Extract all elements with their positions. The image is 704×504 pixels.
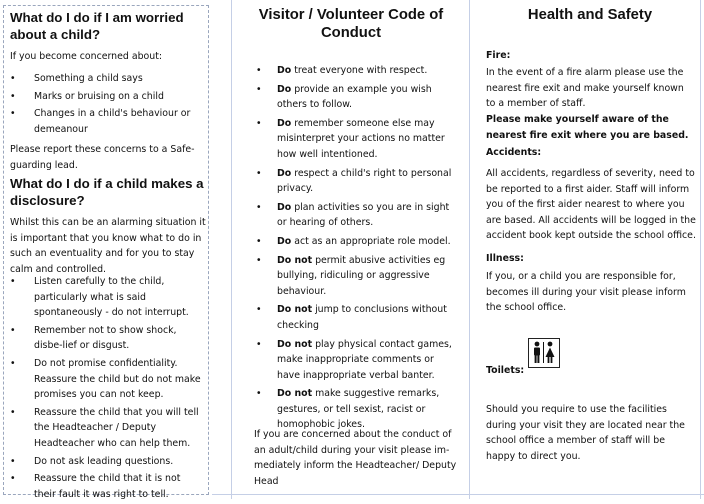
toilets-text: Should you require to use the facilities during your visit they are located near the school office a member of staff will be happy to direct you. — [486, 404, 685, 462]
conduct-item-lead: Do not — [277, 338, 313, 350]
concern-item: • Changes in a child's behaviour or demeanour — [10, 106, 204, 137]
concern-item: • Something a child says — [10, 71, 204, 87]
fire-exit-note: Please make yourself aware of the nearest fire exit where you are based. — [486, 114, 689, 141]
fire-label: Fire: — [486, 50, 511, 61]
disclosure-step: • Reassure the child that you will tell the Headteacher / Deputy Headteacher who can help them. — [10, 405, 204, 452]
disclosure-step: • Do not ask leading questions. — [10, 454, 204, 470]
conduct-item — [254, 302, 458, 333]
conduct-footer: If you are concerned about the conduct of an adult/child during your visit please im-mediately inform the Headteacher/ Deputy Head — [254, 429, 457, 487]
conduct-item-text: respect a child's right to personal privacy. — [277, 167, 452, 195]
conduct-item-lead: Do — [277, 235, 292, 247]
conduct-item-text: plan activities so you are in sight or hearing of others. — [277, 201, 450, 229]
accidents-label: Accidents: — [486, 147, 542, 158]
conduct-list — [254, 63, 458, 436]
conduct-item-text: play physical contact games, make inappropriate comments or have inappropriate verbal banter. — [277, 338, 452, 381]
conduct-item-text: act as an appropriate role model. — [291, 235, 451, 247]
disclosure-steps-list — [10, 274, 204, 504]
accidents-text: All accidents, regardless of severity, need to be reported to a first aider. Staff will inform you of the first aider nearest to where you are based. All accidents will be logged in the accident book kept outside the school office. — [486, 168, 696, 242]
fold-line-right — [469, 0, 470, 499]
illness-label: Illness: — [486, 253, 524, 264]
conduct-item — [254, 82, 458, 113]
conduct-item — [254, 253, 458, 300]
code-of-conduct-column — [238, 0, 464, 499]
conduct-item-text: jump to conclusions without checking — [277, 304, 447, 331]
conduct-item — [254, 166, 458, 197]
disclosure-step: • Remember not to show shock, disbe-lief or disgust. — [10, 323, 204, 354]
conduct-item — [254, 200, 458, 231]
worried-heading: What do I do if I am worried about a child? — [10, 10, 184, 42]
concern-intro: If you become concerned about: — [10, 51, 163, 62]
health-safety-column — [476, 0, 704, 499]
disclosure-paragraph: Whilst this can be an alarming situation it is important that you know what to do in such an eventuality and for you to stay calm and controlled. — [10, 217, 206, 275]
report-text: Please report these concerns to a Safe-guarding lead. — [10, 144, 195, 171]
disclosure-step: • Reassure the child that it is not their fault it was right to tell. — [10, 471, 204, 502]
concern-list — [10, 71, 204, 139]
fold-line-left — [231, 0, 232, 499]
conduct-item-lead: Do not — [277, 254, 313, 266]
disclosure-step: • Do not promise confidentiality. Reassure the child but do not make promises you can not keep. — [10, 356, 204, 403]
concern-item: • Marks or bruising on a child — [10, 89, 204, 105]
conduct-item-text: provide an example you wish others to follow. — [277, 83, 432, 111]
illness-text: If you, or a child you are responsible for, becomes ill during your visit please inform the school office. — [486, 271, 686, 314]
code-of-conduct-title: Visitor / Volunteer Code of Conduct — [258, 7, 444, 41]
conduct-item-lead: Do — [277, 65, 292, 76]
conduct-item — [254, 116, 458, 163]
toilets-icon — [528, 338, 560, 368]
conduct-item-lead: Do not — [277, 304, 313, 316]
conduct-item-text: remember someone else may misinterpret your actions no matter how well intentioned. — [277, 117, 445, 160]
conduct-item-lead: Do — [277, 201, 292, 213]
toilets-label: Toilets: — [486, 365, 525, 376]
conduct-item-lead: Do — [277, 83, 292, 95]
disclosure-step: • Listen carefully to the child, particularly what is said spontaneously - do not interrupt. — [10, 274, 204, 321]
conduct-item-text: make suggestive remarks, gestures, or tell sexist, racist or homophobic jokes. — [277, 388, 440, 431]
conduct-item-lead: Do not — [277, 388, 313, 400]
conduct-item — [254, 337, 458, 384]
conduct-item — [254, 63, 458, 79]
conduct-item-text: treat everyone with respect. — [291, 65, 428, 76]
child-concern-column — [0, 0, 213, 499]
conduct-item-lead: Do — [277, 117, 292, 129]
disclosure-heading: What do I do if a child makes a disclosure? — [10, 176, 204, 208]
conduct-item — [254, 234, 458, 250]
fire-text: In the event of a fire alarm please use the nearest fire exit and make yourself known to a member of staff. — [486, 67, 684, 110]
health-safety-title: Health and Safety — [527, 7, 653, 23]
conduct-item-lead: Do — [277, 167, 292, 179]
conduct-item-text: permit abusive activities eg bullying, ridiculing or aggressive behaviour. — [277, 254, 446, 297]
